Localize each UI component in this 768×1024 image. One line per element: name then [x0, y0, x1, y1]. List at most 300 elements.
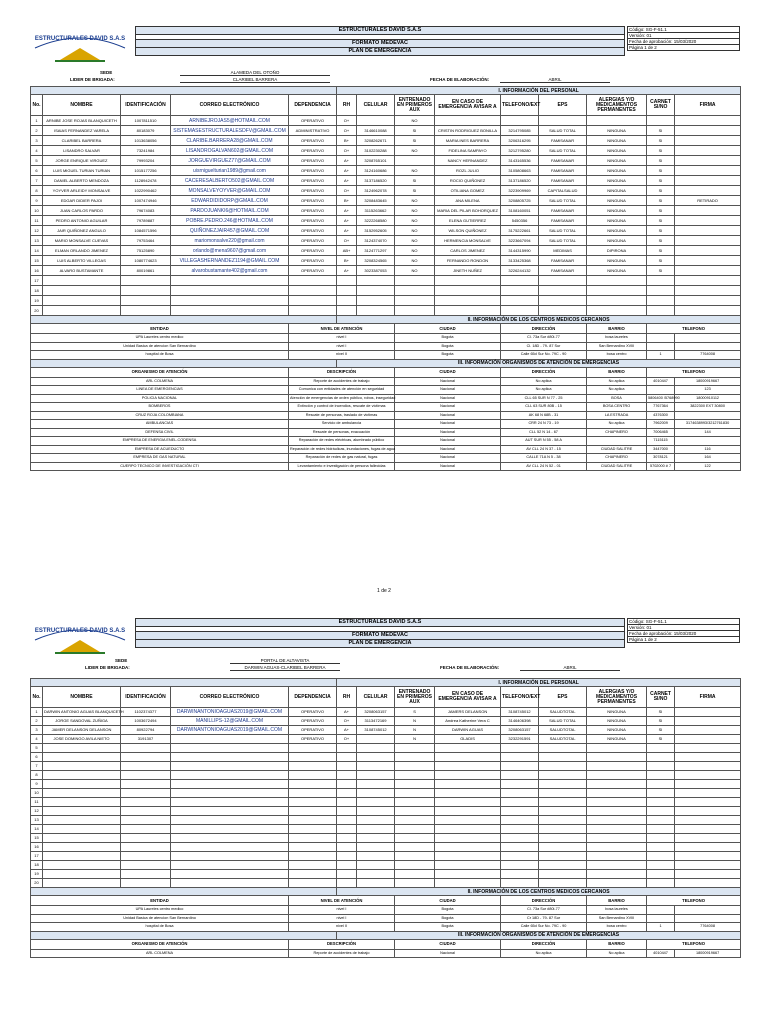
column-header: ALERGIAS Y/O MEDICAMENTOS PERMANENTES	[587, 687, 647, 708]
table-cell	[675, 753, 741, 762]
table-cell	[587, 798, 647, 807]
table-cell: MARIO MONSALVE CUEVAS	[43, 236, 121, 246]
table-cell	[501, 879, 539, 888]
table-cell: NINGUNA	[587, 136, 647, 146]
table-cell	[539, 861, 587, 870]
fecha-value-2: ABRIL	[520, 665, 620, 671]
table-cell: 4376300	[647, 411, 675, 420]
table-cell	[647, 771, 675, 780]
table-cell	[435, 807, 501, 816]
table-cell	[647, 762, 675, 771]
table-cell	[289, 807, 337, 816]
table-cell: AMBULANCIAS	[31, 420, 289, 429]
table-cell	[357, 762, 395, 771]
table-cell: Andrea Katherine Vera C	[435, 717, 501, 726]
table-cell	[675, 166, 741, 176]
table-cell: A+	[337, 226, 357, 236]
table-cell	[31, 87, 337, 95]
table-cell: FAMISANAR	[539, 206, 587, 216]
table-cell: Rescate de personas, traslado de victimas	[289, 411, 395, 420]
column-header: RH	[337, 687, 357, 708]
table-cell: 3232291591	[501, 735, 539, 744]
table-cell: SI	[647, 146, 675, 156]
table-cell: SALUD TOTAL	[539, 717, 587, 726]
column-header: DIRECCIÓN	[501, 896, 587, 906]
site-info: SEDE ALAMEDA DEL OTOÑO LIDER DE BRIGADA: CLARIBEL BARRERA FECHA DE ELABORACIÓN: ABRIL	[30, 66, 740, 86]
table-cell	[357, 879, 395, 888]
table-cell	[337, 861, 357, 870]
table-cell	[675, 780, 741, 789]
table-cell: OPERATIVO	[289, 216, 337, 226]
table-row	[31, 351, 741, 360]
table-cell: Nacional	[395, 403, 501, 412]
table-row	[31, 196, 741, 206]
column-header: EPS	[539, 95, 587, 116]
table-cell	[337, 306, 357, 316]
table-cell	[675, 176, 741, 186]
table-cell: 1015177256	[121, 166, 171, 176]
table-cell: Calle 65d Sur No. 79C - 90	[501, 923, 587, 932]
table-cell	[337, 807, 357, 816]
table-cell: 3108745012	[357, 726, 395, 735]
table-cell	[647, 816, 675, 825]
column-header: ORGANISMO DE ATENCIÓN	[31, 939, 289, 949]
table-cell: 18000910112	[675, 394, 741, 403]
table-cell: Extinción y control de incendios, rescate de víctimas	[289, 403, 395, 412]
table-cell: No aplica	[587, 420, 647, 429]
table-cell: 3115263662	[357, 206, 395, 216]
table-cell: MONSALVEYOYVER@GMAIL.COM	[171, 186, 289, 196]
table-cell: nivel I	[289, 334, 395, 343]
table-cell: 7115115	[647, 437, 675, 446]
section-organismos: III. INFORMACIÓN ORGANISMOS DE ATENCIÓN DE EMERGENCIAS	[337, 359, 741, 367]
table-cell: ISAIAS FERNANDEZ VARELA	[43, 126, 121, 136]
table-cell	[675, 843, 741, 852]
table-cell: A+	[337, 216, 357, 226]
table-cell: NO	[395, 216, 435, 226]
table-cell: Servicio de ambulancia	[289, 420, 395, 429]
table-cell: LUIS ALBERTO VILLEGAS	[43, 256, 121, 266]
table-cell	[121, 843, 171, 852]
column-header: CORREO ELECTRÓNICO	[171, 95, 289, 116]
table-cell	[121, 870, 171, 879]
column-header: CARNET SI/NO	[647, 95, 675, 116]
table-cell	[647, 780, 675, 789]
table-cell	[647, 306, 675, 316]
table-cell: NINGUNA	[587, 206, 647, 216]
table-cell: 80922794	[121, 726, 171, 735]
table-cell: EMPRESA DE ACUEDUCTO	[31, 445, 289, 454]
table-cell: Nacional	[395, 428, 501, 437]
table-cell	[43, 276, 121, 286]
table-cell: POLICIA NACIONAL	[31, 394, 289, 403]
table-cell	[587, 843, 647, 852]
table-cell: OPERATIVO	[289, 196, 337, 206]
table-cell: 8	[31, 186, 43, 196]
section-centros: II. INFORMACIÓN DE LOS CENTROS MEDICOS CERCANOS	[337, 316, 741, 324]
svg-text:ESTRUCTURALES DAVID S.A.S: ESTRUCTURALES DAVID S.A.S	[34, 36, 126, 42]
table-cell: POBRE.PEDRO.246@HOTMAIL.COM	[171, 216, 289, 226]
table-cell	[501, 807, 539, 816]
table-cell: B+	[337, 136, 357, 146]
table-cell	[395, 306, 435, 316]
table-cell: Comunica con entidades de atención en seguridad	[289, 386, 395, 395]
table-cell	[587, 879, 647, 888]
table-cell	[435, 789, 501, 798]
table-cell	[675, 861, 741, 870]
doc-meta-2: Código: SG-F-51.1 Versión: 01 Fecha de aprobación: 15/03/2020 Página 1 de 2	[627, 618, 740, 643]
table-cell	[121, 780, 171, 789]
table-cell: 3222268580	[357, 216, 395, 226]
table-cell: 144	[675, 428, 741, 437]
table-row	[31, 216, 741, 226]
table-cell	[675, 816, 741, 825]
table-cell	[647, 342, 675, 351]
table-row	[31, 334, 741, 343]
table-cell: No aplica	[587, 949, 647, 958]
table-cell: OPERATIVO	[289, 176, 337, 186]
table-cell: 3146406398	[501, 717, 539, 726]
table-cell: SI	[395, 186, 435, 196]
table-row	[31, 825, 741, 834]
table-cell: SI	[395, 126, 435, 136]
table-cell: DEFENSA CIVIL	[31, 428, 289, 437]
table-cell: 2	[31, 126, 43, 136]
table-cell: 12	[31, 226, 43, 236]
table-cell	[357, 852, 395, 861]
table-cell: SI	[647, 136, 675, 146]
table-cell	[587, 762, 647, 771]
table-cell: S	[395, 708, 435, 717]
table-cell	[171, 816, 289, 825]
section-personal: I. INFORMACIÓN DEL PERSONAL	[337, 87, 741, 95]
table-cell: A+	[337, 708, 357, 717]
table-cell	[337, 816, 357, 825]
table-cell: No aplica	[501, 386, 587, 395]
table-cell: No aplica	[587, 386, 647, 395]
table-cell: 18000919667	[675, 949, 741, 958]
table-cell	[337, 879, 357, 888]
table-cell: 18000919667	[675, 377, 741, 386]
table-cell: Cr 18D - 79- 87 Sur	[501, 914, 587, 923]
table-cell: SI	[647, 166, 675, 176]
table-cell: A+	[337, 156, 357, 166]
table-cell: ARNIBEJROJAS5@HOTMAIL.COM	[171, 116, 289, 126]
table-cell: ARL COLMENA	[31, 377, 289, 386]
table-cell	[435, 780, 501, 789]
table-cell	[171, 276, 289, 286]
table-cell	[587, 437, 647, 446]
table-cell: 3208262671	[357, 136, 395, 146]
table-cell	[289, 843, 337, 852]
table-cell: 17	[31, 852, 43, 861]
table-cell: Atención de emergencias de orden público, robos, inseguridad	[289, 394, 395, 403]
table-cell	[587, 753, 647, 762]
table-cell: Reparación de redes hidráulicas, inundaciones, fugas de agua	[289, 445, 395, 454]
table-cell: SI	[647, 246, 675, 256]
table-cell: 1	[647, 351, 675, 360]
table-row	[31, 296, 741, 306]
table-cell: CRISTIN RODRIGUEZ BONILLA	[435, 126, 501, 136]
table-cell	[357, 816, 395, 825]
table-cell	[587, 276, 647, 286]
table-cell: GLADIS	[435, 735, 501, 744]
table-cell: CUERPO TECNICO DE INVESTIGACIÓN CTI	[31, 462, 289, 471]
table-cell: SI	[647, 256, 675, 266]
table-cell: 3212795280	[501, 146, 539, 156]
table-cell	[43, 780, 121, 789]
table-cell: nivel I	[289, 342, 395, 351]
table-cell	[121, 825, 171, 834]
table-cell: YOYVER ARLEIDY MONSALVE	[43, 186, 121, 196]
table-cell: 8	[31, 771, 43, 780]
table-row	[31, 126, 741, 136]
column-header: NIVEL DE ATENCIÓN	[289, 324, 395, 334]
table-cell	[43, 798, 121, 807]
table-cell: 3208324565	[357, 256, 395, 266]
table-cell: LA ESTRADA	[587, 411, 647, 420]
table-row	[31, 914, 741, 923]
table-cell: 5	[31, 744, 43, 753]
table-cell	[171, 825, 289, 834]
table-cell	[31, 316, 337, 324]
table-row	[31, 411, 741, 420]
table-row	[31, 246, 741, 256]
table-cell	[395, 753, 435, 762]
table-cell	[289, 771, 337, 780]
table-cell	[675, 914, 741, 923]
table-cell: FIDELINA SAMPAYO	[435, 146, 501, 156]
table-cell: 3	[31, 136, 43, 146]
table-cell	[121, 762, 171, 771]
table-cell: 75125890	[121, 246, 171, 256]
table-cell: O+	[337, 186, 357, 196]
column-header: ENTIDAD	[31, 896, 289, 906]
table-cell: OPERATIVO	[289, 256, 337, 266]
table-cell: CHAPINERO	[587, 454, 647, 463]
table-cell	[587, 834, 647, 843]
table-cell: A+	[337, 176, 357, 186]
table-cell: 7767364	[647, 403, 675, 412]
table-cell: 13	[31, 816, 43, 825]
table-cell	[395, 861, 435, 870]
table-cell: Reporte de accidentes de trabajo	[289, 949, 395, 958]
table-row	[31, 377, 741, 386]
table-cell	[675, 879, 741, 888]
format-title: FORMATO MEDEVAC	[135, 39, 625, 47]
table-cell	[395, 744, 435, 753]
table-cell: OPERATIVO	[289, 206, 337, 216]
table-cell	[43, 870, 121, 879]
table-cell: CHAPINERO	[587, 428, 647, 437]
table-cell	[501, 306, 539, 316]
table-cell: OPERATIVO	[289, 156, 337, 166]
table-cell: 123	[675, 386, 741, 395]
table-row	[31, 708, 741, 717]
column-header: EPS	[539, 687, 587, 708]
table-cell: NINGUNA	[587, 226, 647, 236]
table-cell: Bogota	[395, 923, 501, 932]
table-cell: FAMISANAR	[539, 216, 587, 226]
table-row	[31, 798, 741, 807]
table-cell: ALVARO BUSTAMANTE	[43, 266, 121, 276]
column-header: RH	[337, 95, 357, 116]
table-cell	[501, 771, 539, 780]
table-cell	[435, 296, 501, 306]
table-cell	[587, 744, 647, 753]
table-cell: SALUDTOTAL	[539, 708, 587, 717]
table-cell: 1102374377	[121, 708, 171, 717]
table-cell	[121, 807, 171, 816]
table-cell: 1003672494	[121, 717, 171, 726]
table-cell	[675, 735, 741, 744]
table-cell	[675, 306, 741, 316]
column-header: ENTRENADO EN PRIMEROS AUX	[395, 95, 435, 116]
table-cell	[675, 334, 741, 343]
table-cell: 19	[31, 296, 43, 306]
column-header: TELEFONO	[647, 367, 741, 377]
table-row	[31, 276, 741, 286]
table-cell	[675, 286, 741, 296]
table-cell: JORGE SANDOVAL ZUÑIGA	[43, 717, 121, 726]
table-cell: 11	[31, 798, 43, 807]
table-cell	[435, 825, 501, 834]
table-cell: Nacional	[395, 462, 501, 471]
table-cell: CALLE 71A N 5 - 38	[501, 454, 587, 463]
table-cell	[171, 744, 289, 753]
table-cell: N	[395, 717, 435, 726]
table-cell	[337, 798, 357, 807]
table-row	[31, 923, 741, 932]
table-cell: SALUD TOTAL	[539, 226, 587, 236]
table-cell	[435, 771, 501, 780]
table-cell	[289, 276, 337, 286]
table-cell	[435, 816, 501, 825]
table-cell	[539, 286, 587, 296]
table-cell: JAIR QUIÑONEZ ANGULO	[43, 226, 121, 236]
table-row	[31, 266, 741, 276]
column-header: DIRECCIÓN	[501, 367, 587, 377]
table-cell	[337, 744, 357, 753]
table-cell	[43, 306, 121, 316]
table-cell	[539, 798, 587, 807]
table-row	[31, 306, 741, 316]
table-cell: Cl. 18D - 79- 87 Sur	[501, 342, 587, 351]
table-cell	[587, 306, 647, 316]
table-cell	[121, 276, 171, 286]
table-row	[31, 462, 741, 471]
table-cell: A+	[337, 206, 357, 216]
table-cell	[395, 276, 435, 286]
table-cell: BOSA CENTRO	[587, 403, 647, 412]
table-cell	[539, 879, 587, 888]
table-cell: SI	[647, 206, 675, 216]
table-cell	[647, 914, 675, 923]
section-personal: I. INFORMACIÓN DEL PERSONAL	[337, 679, 741, 687]
table-cell	[43, 771, 121, 780]
table-cell: SI	[647, 126, 675, 136]
table-cell	[501, 780, 539, 789]
table-cell	[43, 825, 121, 834]
table-cell	[539, 834, 587, 843]
table-cell	[675, 226, 741, 236]
table-row	[31, 879, 741, 888]
table-cell	[121, 834, 171, 843]
table-cell	[675, 296, 741, 306]
table-row	[31, 428, 741, 437]
table-cell: JUAN CARLOS PARDO	[43, 206, 121, 216]
page2-table	[30, 678, 741, 958]
table-cell	[337, 762, 357, 771]
table-cell	[289, 286, 337, 296]
table-cell: EMPRESA DE GAS NATURAL	[31, 454, 289, 463]
table-cell: SI	[647, 176, 675, 186]
table-cell	[647, 879, 675, 888]
column-header: DESCRIPCIÓN	[289, 939, 395, 949]
column-header: DEPENDENCIA	[289, 95, 337, 116]
table-cell: FAMISANAR	[539, 136, 587, 146]
table-row	[31, 870, 741, 879]
table-cell: OPERATIVO	[289, 726, 337, 735]
table-cell: NINGUNA	[587, 735, 647, 744]
column-header: CARNET SI/NO	[647, 687, 675, 708]
table-cell: SI	[647, 216, 675, 226]
table-cell: 3124160686	[357, 166, 395, 176]
table-cell	[43, 753, 121, 762]
table-cell	[171, 843, 289, 852]
table-row	[31, 394, 741, 403]
table-cell	[171, 771, 289, 780]
table-cell: NINGUNA	[587, 726, 647, 735]
table-cell: 3208805725	[501, 196, 539, 206]
column-header: DIRECCIÓN	[501, 939, 587, 949]
table-cell	[501, 798, 539, 807]
table-cell	[121, 798, 171, 807]
table-cell	[121, 771, 171, 780]
table-cell: N	[395, 735, 435, 744]
table-cell: CRR 24 N 73 - 19	[501, 420, 587, 429]
table-cell: LUIS MIGUEL TURIAN TURIAN	[43, 166, 121, 176]
table-cell	[501, 744, 539, 753]
table-cell: NO	[395, 256, 435, 266]
table-cell: SI	[647, 735, 675, 744]
table-cell: NINGUNA	[587, 176, 647, 186]
table-cell	[289, 816, 337, 825]
table-row	[31, 136, 741, 146]
table-cell: Bogota	[395, 906, 501, 915]
table-cell: Nacional	[395, 949, 501, 958]
table-cell: 7	[31, 176, 43, 186]
table-cell: FAMISANAR	[539, 166, 587, 176]
table-row	[31, 816, 741, 825]
table-row	[31, 753, 741, 762]
column-header: NIVEL DE ATENCIÓN	[289, 896, 395, 906]
table-cell	[435, 306, 501, 316]
table-cell	[675, 437, 741, 446]
table-cell: 3152952605	[357, 226, 395, 236]
table-cell: FAMISANAR	[539, 266, 587, 276]
table-cell: NINGUNA	[587, 196, 647, 206]
table-cell: ARL COLMENA	[31, 949, 289, 958]
table-cell: CLARIBE.BARRERA28@GMAIL.COM	[171, 136, 289, 146]
table-row	[31, 236, 741, 246]
column-header: CIUDAD	[395, 939, 501, 949]
table-row	[31, 166, 741, 176]
table-cell	[647, 386, 675, 395]
table-cell	[289, 306, 337, 316]
table-cell: 164	[675, 454, 741, 463]
table-cell: 11	[31, 216, 43, 226]
